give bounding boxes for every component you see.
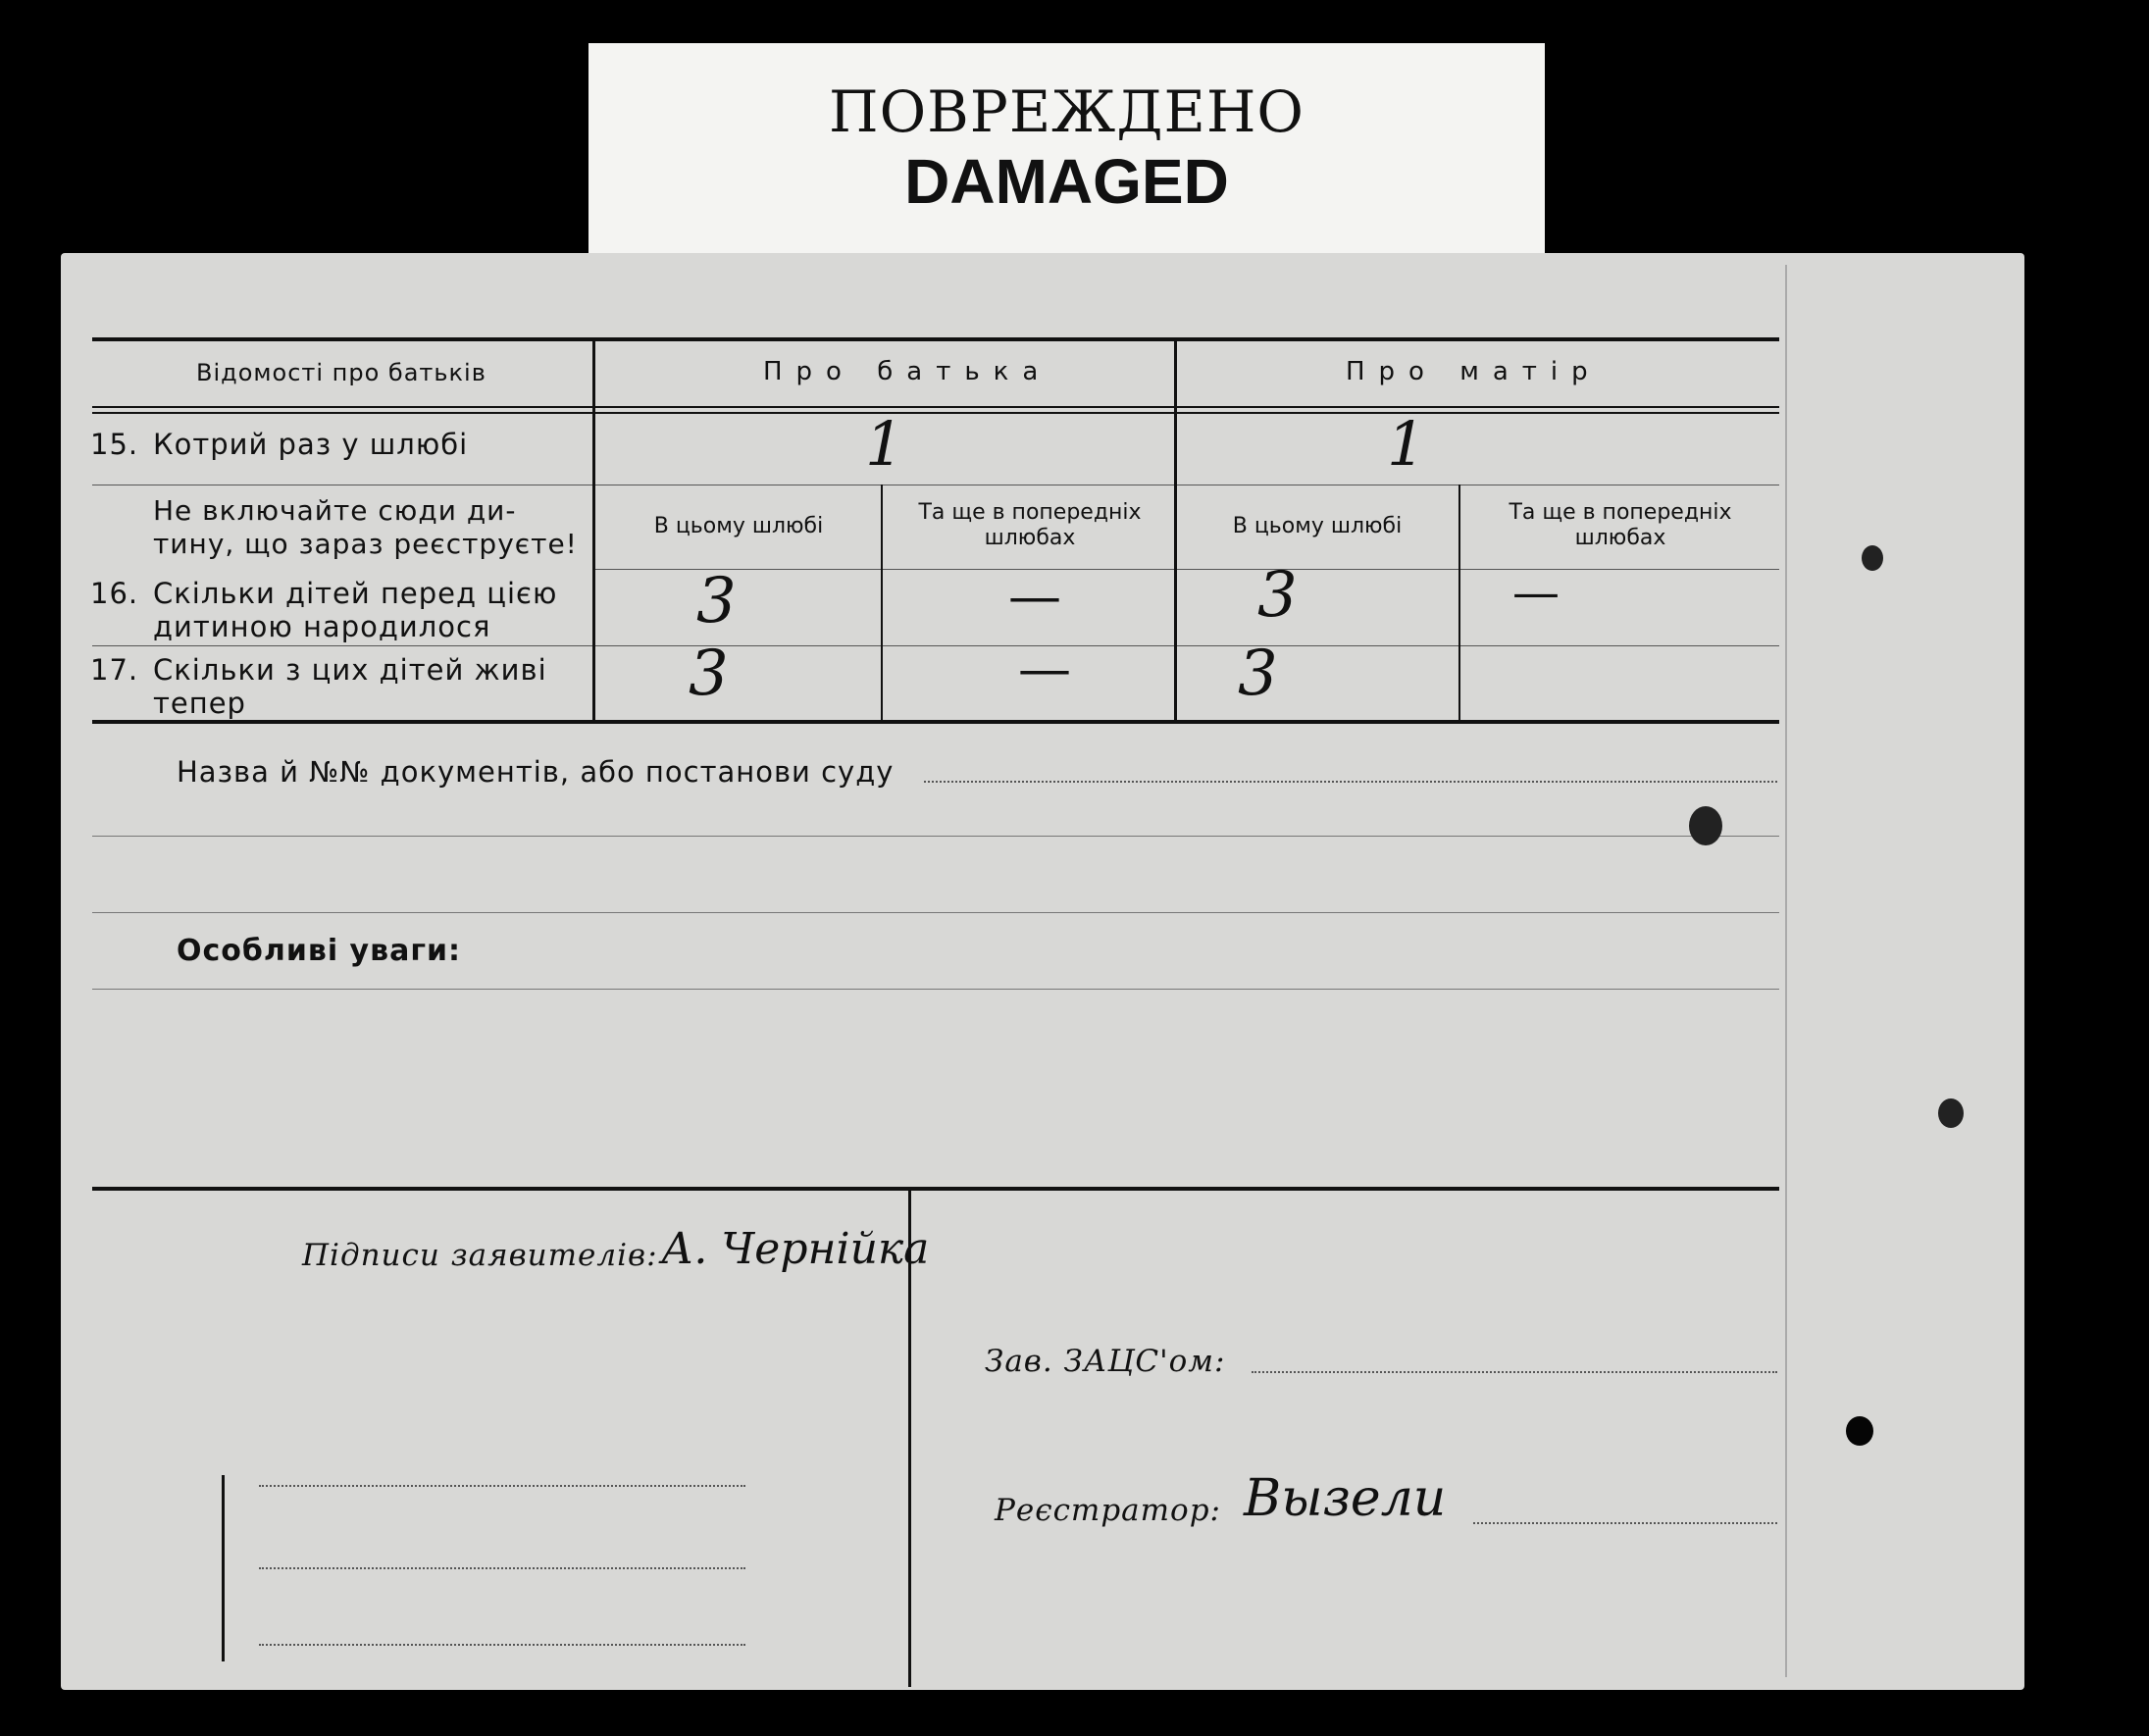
father-born-this-marriage: 3 [696,565,737,638]
applicant-signature: А. Чернійка [661,1224,930,1274]
applicant-field-3 [259,1644,745,1646]
q15-number: 15. [90,428,139,461]
documents-label: Назва й №№ документів, або постанови суду [177,755,895,789]
remarks-line [92,989,1779,990]
damaged-label-card [588,43,1545,257]
table-top-rule [92,337,1779,341]
head-of-registry-label: Зав. ЗАЦС'ом: [985,1344,1226,1379]
father-alive-prev-marriage: — [1018,638,1071,699]
mother-times-married: 1 [1387,408,1426,480]
damaged-label-en: DAMAGED [904,146,1229,217]
subheader-mother-prev: Та ще в попередніх шлюбах [1509,500,1732,550]
col-rule-info [592,341,595,722]
subheader-father-prev: Та ще в попередніх шлюбах [918,500,1142,550]
punch-hole [1689,806,1722,845]
q15-text: Котрий раз у шлюбі [153,428,469,461]
father-alive-this-marriage: 3 [689,638,729,710]
father-born-prev-marriage: — [1008,565,1061,627]
col-rule-father-sub [881,485,883,722]
punch-hole [1938,1098,1964,1128]
mother-born-this-marriage: 3 [1257,559,1298,632]
signature-top-rule [92,1187,1779,1191]
applicants-signature-label: Підписи заявителів: [302,1238,658,1273]
note-line-2: тину, що зараз реєструєте! [153,528,578,560]
q17-number: 17. [90,653,139,687]
remarks-label: Особливі уваги: [177,934,462,968]
punch-hole [1846,1416,1873,1446]
row16-rule [92,645,1779,646]
q16-number: 16. [90,577,139,610]
registration-form-sheet [61,253,2024,1690]
applicant-bracket [222,1475,225,1661]
header-parents-info: Відомості про батьків [196,359,486,386]
subheader-father-this: В цьому шлюбі [653,514,824,538]
header-mother: Про матір [1346,357,1602,386]
documents-field [924,781,1777,783]
documents-line-2 [92,836,1779,837]
header-bottom-rule-2 [92,412,1779,414]
subheader-mother-this: В цьому шлюбі [1232,514,1403,538]
damaged-label-ua: ПОВРЕЖДЕНО [829,78,1305,145]
punch-hole [1862,545,1883,571]
registrar-field [1473,1522,1777,1524]
q16-line-2: дитиною народилося [153,610,491,643]
header-bottom-rule [92,406,1779,408]
father-times-married: 1 [865,408,904,480]
documents-line-3 [92,912,1779,913]
mother-alive-this-marriage: 3 [1238,638,1278,710]
note-line-1: Не включайте сюди ди- [153,494,517,527]
applicant-field-2 [259,1567,745,1569]
q17-line-2: тепер [153,687,246,720]
mother-born-prev-marriage: — [1512,565,1560,620]
registrar-label: Реєстратор: [995,1493,1221,1528]
subheader-rule [592,569,1779,570]
sheet-fold-line [1785,265,1787,1677]
applicant-field-1 [259,1485,745,1487]
q17-line-1: Скільки з цих дітей живі [153,653,547,687]
table-bottom-rule [92,720,1779,724]
col-rule-mother-sub [1458,485,1460,722]
q16-line-1: Скільки дітей перед цією [153,577,558,610]
col-rule-father [1174,341,1177,722]
header-father: Про батька [763,357,1052,386]
head-of-registry-field [1252,1371,1777,1373]
registrar-signature: Вызели [1244,1469,1447,1528]
